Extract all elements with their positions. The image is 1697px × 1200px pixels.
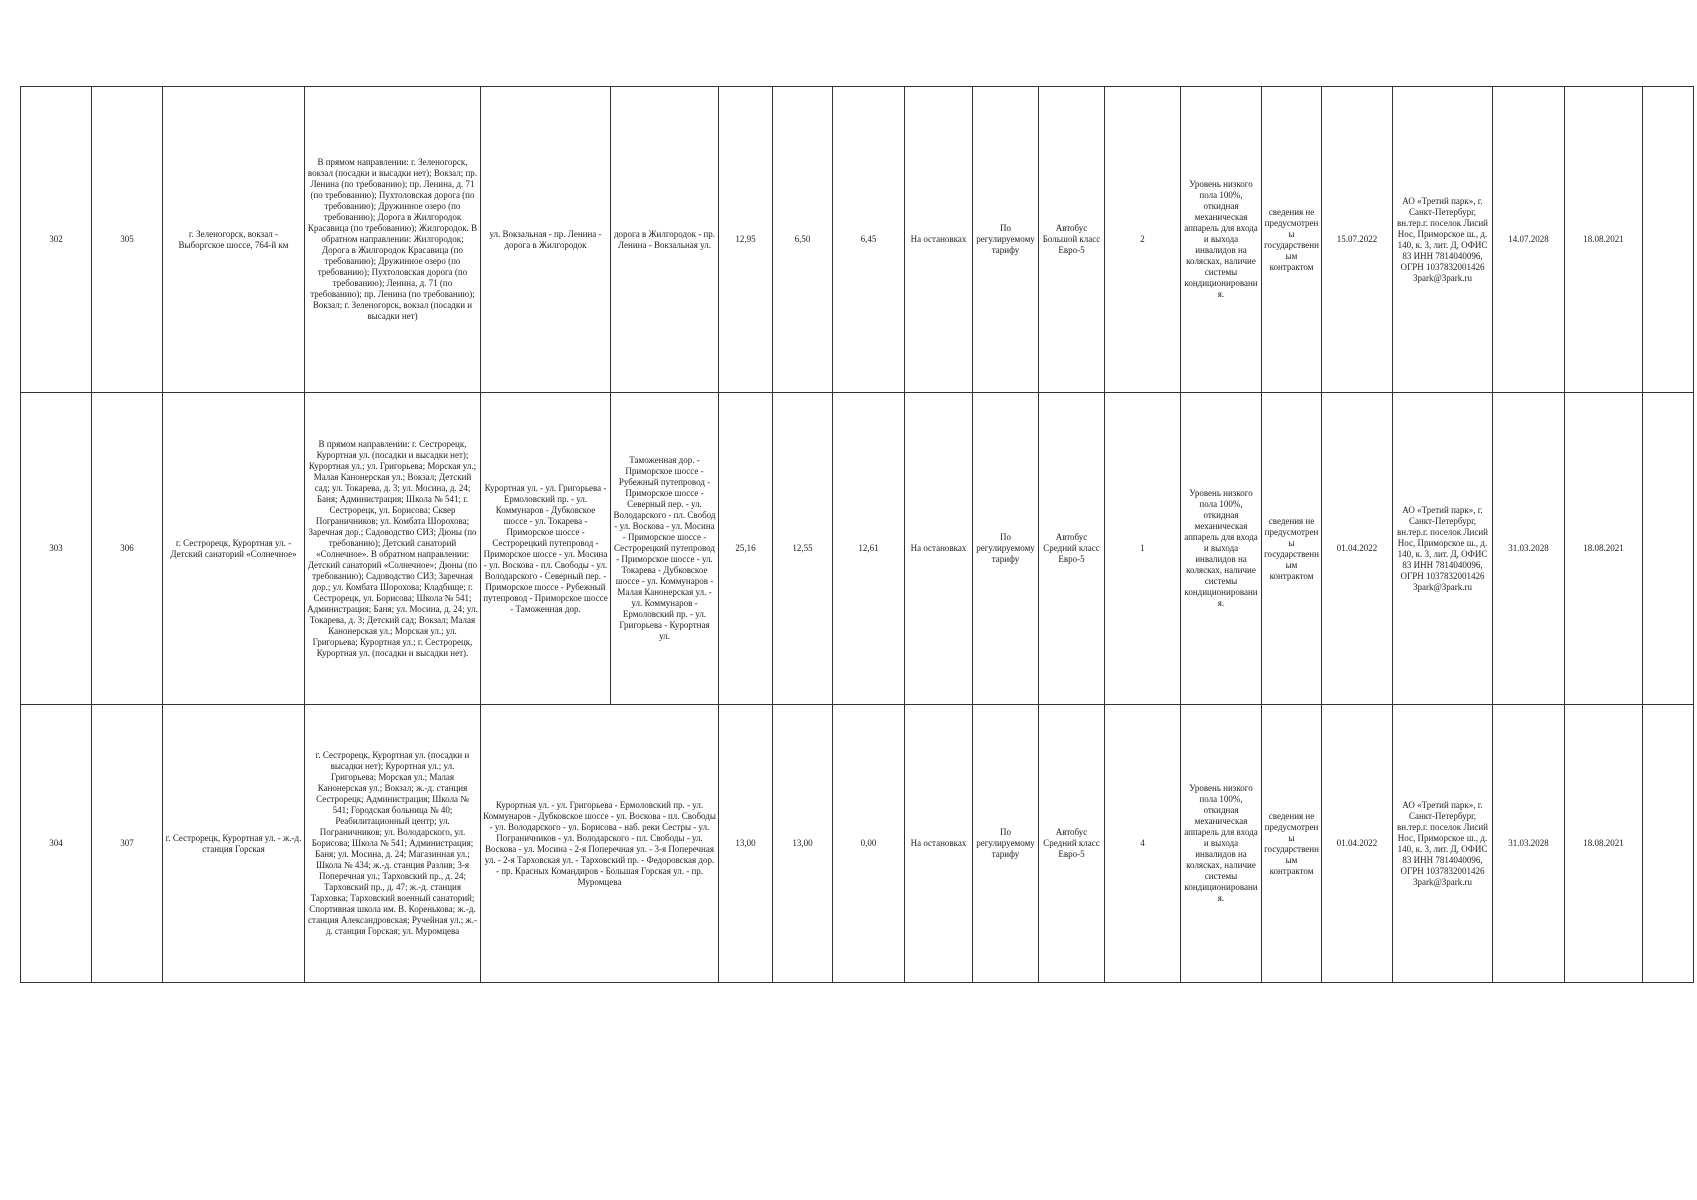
contract-info: сведения не предусмотрены государственным контрактом (1262, 705, 1322, 983)
stops-list: г. Сестрорецк, Курортная ул. (посадки и высадки нет); Курортная ул.; ул. Григорьева; Морская ул.; Малая Канонерская ул.; Вокзал; ж.-д. станция Сестрорецк; Администрация; Школа № 541; Городская больница № 40; Реабилитационный центр; ул. Пограничников; ул. Володарского, ул. Борисова; Школа № 541; Администрация; Баня; ул. Мосина, д. 24; Магазинная ул.; Школа № 434; ж.-д. станция Разлив; 3-я Поперечная ул.; Тарховский пр., д. 24; Тарховский пр., д. 47; ж.-д. станция Тарховка; Тарховский военный санаторий; Спортивная школа им. В. Коренькова; ж.-д. станция Александровская; Ручейная ул.; ж.-д. станция Горская; ул. Муромцева (305, 705, 481, 983)
registration-date: 18.08.2021 (1565, 705, 1643, 983)
contract-info: сведения не предусмотрены государственным контрактом (1262, 393, 1322, 705)
streets-forward: ул. Вокзальная - пр. Ленина - дорога в Жилгородок (481, 87, 611, 393)
empty-cell (1643, 705, 1694, 983)
route-length-backward: 0,00 (833, 705, 905, 983)
route-length-backward: 12,61 (833, 393, 905, 705)
route-length-total: 13,00 (719, 705, 773, 983)
vehicle-class: Автобус Большой класс Евро-5 (1039, 87, 1105, 393)
end-date: 31.03.2028 (1493, 393, 1565, 705)
streets-backward: дорога в Жилгородок - пр. Ленина - Вокзальная ул. (611, 87, 719, 393)
stops-list: В прямом направлении: г. Зеленогорск, вокзал (посадки и высадки нет); Вокзал; пр. Ленина (по требованию); пр. Ленина, д. 71 (по требованию); Пухтоловская дорога (по требованию); Дружинное озеро (по требованию); Дорога в Жилгородок Красавица (по требованию); Жилгородок. В обратном направлении: Жилгородок; Дорога в Жилгородок Красавица (по требованию); Дружинное озеро (по требованию); Пухтоловская дорога (по требованию); Ленина, д. 71 (по требованию); пр. Ленина (по требованию); Вокзал; г. Зеленогорск, вокзал (посадки и высадки нет) (305, 87, 481, 393)
accessibility-features: Уровень низкого пола 100%, откидная механическая аппарель для входа и выхода инвалидов на колясках, наличие системы кондиционирования. (1181, 393, 1262, 705)
registration-date: 18.08.2021 (1565, 393, 1643, 705)
carrier-info: АО «Третий парк», г. Санкт-Петербург, вн.тер.г. поселок Лисий Нос, Приморское ш., д. 140, к. 3, лит. Д, ОФИС 83 ИНН 7814040096, ОГРН 1037832001426 3park@3park.ru (1393, 393, 1493, 705)
route-number: 306 (92, 393, 163, 705)
accessibility-features: Уровень низкого пола 100%, откидная механическая аппарель для входа и выхода инвалидов на колясках, наличие системы кондиционирования. (1181, 705, 1262, 983)
start-date: 01.04.2022 (1322, 705, 1393, 983)
route-number: 305 (92, 87, 163, 393)
route-name: г. Сестрорецк, Курортная ул. - ж.-д. станция Горская (163, 705, 305, 983)
carrier-info: АО «Третий парк», г. Санкт-Петербург, вн.тер.г. поселок Лисий Нос, Приморское ш., д. 140, к. 3, лит. Д, ОФИС 83 ИНН 7814040096, ОГРН 1037832001426 3park@3park.ru (1393, 87, 1493, 393)
route-length-total: 25,16 (719, 393, 773, 705)
table-row (21, 393, 1694, 705)
streets-backward: Таможенная дор. - Приморское шоссе - Рубежный путепровод - Приморское шоссе - Северный пер. - ул. Володарского - пл. Свобод - ул. Воскова - ул. Мосина - Приморское шоссе - Сестрорецкий путепровод - Приморское шоссе - ул. Токарева - Дубковское шоссе - ул. Коммунаров - Малая Канонерская ул. - ул. Коммунаров - Ермоловский пр. - ул. Григорьева - Курортная ул. (611, 393, 719, 705)
tariff-type: По регулируемому тарифу (973, 87, 1039, 393)
registration-number: 302 (21, 87, 92, 393)
start-date: 01.04.2022 (1322, 393, 1393, 705)
route-registry-table (20, 86, 1694, 983)
empty-cell (1643, 87, 1694, 393)
registration-number: 303 (21, 393, 92, 705)
empty-cell (1643, 393, 1694, 705)
streets-merged: Курортная ул. - ул. Григорьева - Ермоловский пр. - ул. Коммунаров - Дубковское шоссе - ул. Воскова - пл. Свободы - ул. Володарского - ул. Борисова - наб. реки Сестры - ул. Пограничников - ул. Володарского - пл. Свободы - ул. Воскова - ул. Мосина - 2-я Поперечная ул. - 3-я Поперечная ул. - 2-я Тарховская ул. - Тарховский пр. - Федоровская дор. - пр. Красных Командиров - Большая Горская ул. - пр. Муромцева (481, 705, 719, 983)
vehicle-count: 2 (1105, 87, 1181, 393)
tariff-type: По регулируемому тарифу (973, 705, 1039, 983)
carrier-info: АО «Третий парк», г. Санкт-Петербург, вн.тер.г. поселок Лисий Нос, Приморское ш., д. 140, к. 3, лит. Д, ОФИС 83 ИНН 7814040096, ОГРН 1037832001426 3park@3park.ru (1393, 705, 1493, 983)
end-date: 14.07.2028 (1493, 87, 1565, 393)
route-name: г. Зеленогорск, вокзал - Выборгское шоссе, 764-й км (163, 87, 305, 393)
route-number: 307 (92, 705, 163, 983)
vehicle-count: 4 (1105, 705, 1181, 983)
vehicle-class: Автобус Средний класс Евро-5 (1039, 393, 1105, 705)
route-length-backward: 6,45 (833, 87, 905, 393)
boarding-order: На остановках (905, 87, 973, 393)
route-length-forward: 12,55 (773, 393, 833, 705)
registration-number: 304 (21, 705, 92, 983)
route-length-forward: 6,50 (773, 87, 833, 393)
table-row (21, 87, 1694, 393)
route-length-total: 12,95 (719, 87, 773, 393)
tariff-type: По регулируемому тарифу (973, 393, 1039, 705)
route-name: г. Сестрорецк, Курортная ул. - Детский санаторий «Солнечное» (163, 393, 305, 705)
vehicle-class: Автобус Средний класс Евро-5 (1039, 705, 1105, 983)
contract-info: сведения не предусмотрены государственным контрактом (1262, 87, 1322, 393)
streets-forward: Курортная ул. - ул. Григорьева - Ермоловский пр. - ул. Коммунаров - Дубковское шоссе - ул. Токарева - Приморское шоссе - Сестрорецкий путепровод - Приморское шоссе - ул. Мосина - ул. Воскова - пл. Свободы - ул. Володарского - Северный пер. - Приморское шоссе - Рубежный путепровод - Приморское шоссе - Таможенная дор. (481, 393, 611, 705)
table-row (21, 705, 1694, 983)
boarding-order: На остановках (905, 705, 973, 983)
registration-date: 18.08.2021 (1565, 87, 1643, 393)
vehicle-count: 1 (1105, 393, 1181, 705)
start-date: 15.07.2022 (1322, 87, 1393, 393)
stops-list: В прямом направлении: г. Сестрорецк, Курортная ул. (посадки и высадки нет); Курортная ул.; ул. Григорьева; Морская ул.; Малая Канонерская ул.; Вокзал; Детский сад; ул. Токарева, д. 3; ул. Мосина, д. 24; Баня; Администрация; Школа № 541; г. Сестрорецк, ул. Борисова; Сквер Пограничников; ул. Комбата Шорохова; Заречная дор.; Садоводство СИЗ; Дюны (по требованию); Детский санаторий «Солнечное». В обратном направлении: Детский санаторий «Солнечное»; Дюны (по требованию); Садоводство СИЗ; Заречная дор.; ул. Комбата Шорохова; Кладбище; г. Сестрорецк, ул. Борисова; Школа № 541; Администрация; Баня; ул. Мосина, д. 24; ул. Токарева, д. 3; Детский сад; Вокзал; Малая Канонерская ул.; Морская ул.; ул. Григорьева; Курортная ул.; г. Сестрорецк, Курортная ул. (посадки и высадки нет). (305, 393, 481, 705)
boarding-order: На остановках (905, 393, 973, 705)
accessibility-features: Уровень низкого пола 100%, откидная механическая аппарель для входа и выхода инвалидов на колясках, наличие системы кондиционирования. (1181, 87, 1262, 393)
route-length-forward: 13,00 (773, 705, 833, 983)
end-date: 31.03.2028 (1493, 705, 1565, 983)
